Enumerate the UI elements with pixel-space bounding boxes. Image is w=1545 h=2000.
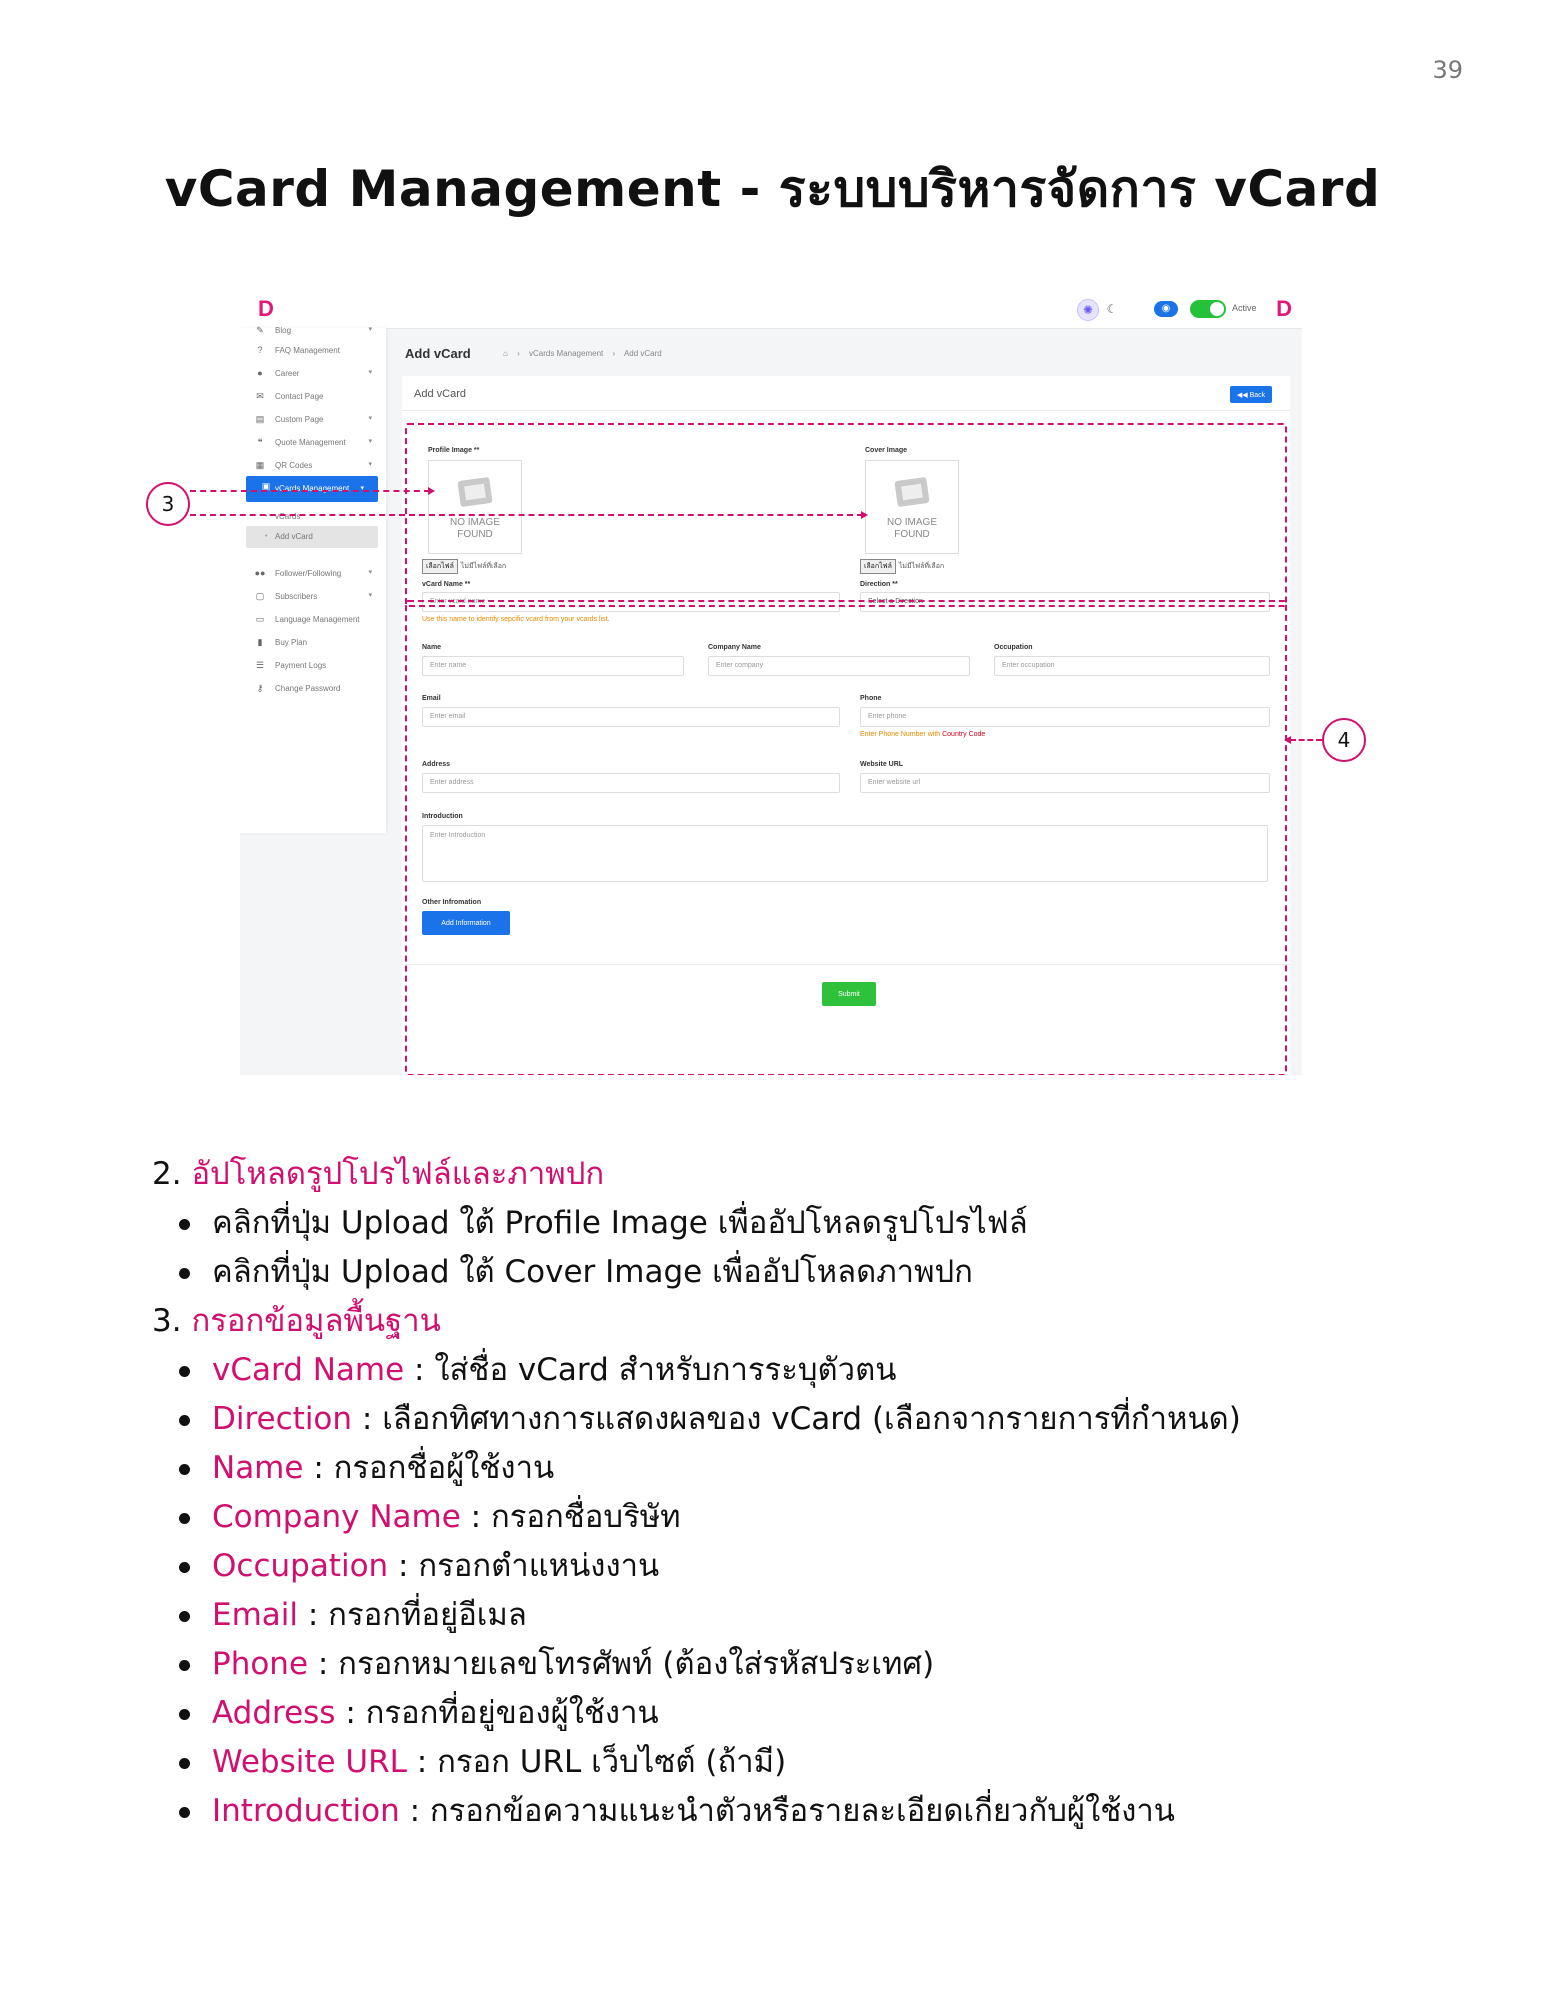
vcard-name-input[interactable]: Enter vcard name xyxy=(422,592,840,612)
blog-icon: ✎ xyxy=(256,325,264,335)
field-term: Occupation xyxy=(212,1548,389,1584)
sidebar-item-career[interactable] xyxy=(240,363,386,385)
breadcrumb-item: Add vCard xyxy=(623,349,662,358)
breadcrumb-separator-icon: › xyxy=(612,349,616,358)
field-term: Address xyxy=(212,1695,336,1731)
breadcrumb-separator-icon: › xyxy=(517,349,520,358)
list-item xyxy=(152,1493,1442,1542)
app-screenshot xyxy=(240,290,1302,1075)
page-title: vCard Management - ระบบบริหารจัดการ vCard xyxy=(164,160,1381,218)
callout-3: 3 xyxy=(146,482,190,526)
chevron-down-icon: ▾ xyxy=(368,592,372,599)
vcard-name-help: Use this name to identify sepcific vcard from your vcards list. xyxy=(422,616,610,623)
top-bar xyxy=(240,290,1302,329)
list-item xyxy=(152,1346,1442,1395)
list-item xyxy=(152,1689,1442,1738)
sidebar-item-add-vcard[interactable] xyxy=(246,526,378,548)
qrcode-icon: ▦ xyxy=(255,460,265,470)
company-input[interactable]: Enter company xyxy=(708,656,970,676)
list-item xyxy=(152,1640,1442,1689)
sidebar-item-label: Follower/Following xyxy=(275,569,342,578)
field-desc: : กรอกข้อความแนะนำตัวหรือรายละเอียดเกี่ยวกับผู้ใช้งาน xyxy=(399,1793,1175,1829)
back-label: Back xyxy=(1249,391,1266,399)
basic-info-section-frame xyxy=(405,600,1287,1075)
list-item: คลิกที่ปุ่ม Upload ใต้ Cover Image เพื่ออัปโหลดภาพปก xyxy=(152,1248,1442,1297)
list-item xyxy=(152,1787,1442,1836)
chevron-down-icon: ⌄ xyxy=(1257,598,1263,605)
list-item xyxy=(152,1738,1442,1787)
sidebar-item-vcards-management[interactable] xyxy=(246,476,378,502)
website-input[interactable]: Enter website url xyxy=(860,773,1270,793)
file-status: ไม่มีไฟล์ที่เลือก xyxy=(460,563,507,570)
chevron-down-icon: ▾ xyxy=(368,326,372,333)
breadcrumb-item[interactable]: vCards Management xyxy=(528,349,604,358)
back-arrow-icon: ◀◀ xyxy=(1236,391,1250,399)
chevron-down-icon: ▾ xyxy=(368,415,372,422)
list-item xyxy=(152,1444,1442,1493)
subscribers-icon: ▢ xyxy=(255,591,265,601)
sidebar-item-label: vCards xyxy=(275,512,301,521)
sidebar-item-buy-plan[interactable] xyxy=(240,632,386,654)
add-information-button[interactable]: Add Information xyxy=(422,911,510,935)
sidebar-item-blog[interactable] xyxy=(240,320,386,342)
sidebar-item-label: Custom Page xyxy=(275,415,324,424)
no-image-line: FOUND xyxy=(457,529,493,540)
no-image-line: FOUND xyxy=(894,529,930,540)
section-title: อัปโหลดรูปโปรไฟล์และภาพปก xyxy=(191,1156,605,1192)
sidebar xyxy=(240,325,386,833)
phone-label: Phone xyxy=(860,695,882,702)
avatar[interactable]: D xyxy=(1276,296,1292,321)
address-input[interactable]: Enter address xyxy=(422,773,840,793)
occupation-input[interactable]: Enter occupation xyxy=(994,656,1270,676)
chevron-down-icon: ▾ xyxy=(368,369,372,376)
quote-icon: ❝ xyxy=(257,437,263,447)
field-term: Phone xyxy=(212,1646,309,1682)
sidebar-item-label: Quote Management xyxy=(275,438,346,447)
sidebar-item-label: Add vCard xyxy=(275,532,313,541)
file-icon: ▤ xyxy=(255,414,265,424)
sidebar-item-label: vCards Management xyxy=(275,484,350,493)
preview-eye-icon[interactable]: ◉ xyxy=(1154,301,1178,317)
sidebar-item-quote[interactable] xyxy=(240,432,386,454)
sidebar-item-change-password[interactable] xyxy=(240,678,386,700)
home-icon[interactable]: ⌂ xyxy=(503,349,508,358)
field-desc: : กรอกหมายเลขโทรศัพท์ (ต้องใส่รหัสประเทศ) xyxy=(308,1646,935,1682)
language-icon: ▭ xyxy=(255,614,265,624)
instructions xyxy=(152,1150,1442,1836)
sidebar-item-faq[interactable] xyxy=(240,340,386,362)
field-term: Company Name xyxy=(212,1499,461,1535)
card-header xyxy=(402,376,1290,411)
occupation-label: Occupation xyxy=(994,644,1033,651)
email-input[interactable]: Enter email xyxy=(422,707,840,727)
arrow-head-icon xyxy=(428,487,435,495)
phone-input[interactable]: Enter phone xyxy=(860,707,1270,727)
sidebar-item-label: Change Password xyxy=(275,684,341,693)
sidebar-item-contact[interactable] xyxy=(240,386,386,408)
name-label: Name xyxy=(422,644,442,651)
bullet-icon: • xyxy=(265,533,268,540)
field-desc: : กรอกชื่อผู้ใช้งาน xyxy=(303,1450,555,1486)
callout-3-arrow-cover xyxy=(190,514,863,516)
sidebar-item-subscribers[interactable] xyxy=(240,586,386,608)
list-item: คลิกที่ปุ่ม Upload ใต้ Profile Image เพื่ออัปโหลดรูปโปรไฟล์ xyxy=(152,1199,1442,1248)
field-term: Introduction xyxy=(212,1793,400,1829)
intro-textarea[interactable]: Enter Introduction xyxy=(422,825,1268,882)
field-desc: : กรอกที่อยู่อีเมล xyxy=(298,1597,527,1633)
profile-image-label: Profile Image ** xyxy=(428,447,480,454)
list-item xyxy=(152,1395,1442,1444)
no-image-line: NO IMAGE xyxy=(449,517,500,528)
section-2-heading xyxy=(152,1150,1442,1199)
section-number: 2. xyxy=(152,1156,182,1192)
bullet-icon: • xyxy=(265,513,268,520)
callout-3-arrow-profile xyxy=(190,490,430,492)
website-label: Website URL xyxy=(860,761,904,768)
theme-dark-icon[interactable]: ☾ xyxy=(1106,302,1118,316)
active-toggle[interactable] xyxy=(1190,300,1226,318)
sidebar-item-label: Language Management xyxy=(275,615,360,624)
theme-light-icon[interactable]: ✺ xyxy=(1077,299,1099,321)
field-term: Name xyxy=(212,1450,304,1486)
field-term: Website URL xyxy=(212,1744,407,1780)
sidebar-item-language[interactable] xyxy=(240,609,386,631)
field-term: vCard Name xyxy=(212,1352,405,1388)
sidebar-item-custom-page[interactable] xyxy=(240,409,386,431)
direction-label: Direction ** xyxy=(860,581,898,588)
arrow-head-icon xyxy=(861,511,868,519)
id-card-icon: ▣ xyxy=(261,481,271,491)
sidebar-item-label: Blog xyxy=(275,326,292,335)
section-title: กรอกข้อมูลพื้นฐาน xyxy=(191,1303,441,1339)
question-icon: ? xyxy=(257,345,263,355)
submit-button[interactable]: Submit xyxy=(822,982,876,1006)
name-input[interactable]: Enter name xyxy=(422,656,684,676)
field-desc: : กรอกที่อยู่ของผู้ใช้งาน xyxy=(335,1695,659,1731)
key-icon: ⚷ xyxy=(256,683,264,693)
sidebar-item-label: Payment Logs xyxy=(275,661,327,670)
phone-help-country-code: Country Code xyxy=(942,731,986,738)
sidebar-item-label: FAQ Management xyxy=(275,346,340,355)
field-term: Direction xyxy=(212,1401,353,1437)
breadcrumb xyxy=(503,349,669,358)
list-item xyxy=(152,1591,1442,1640)
chevron-down-icon: ▾ xyxy=(360,485,364,492)
sidebar-item-vcards[interactable] xyxy=(240,506,386,528)
field-desc: : ใส่ชื่อ vCard สำหรับการระบุตัวตน xyxy=(404,1352,897,1388)
no-image-line: NO IMAGE xyxy=(886,517,937,528)
receipt-icon: ▮ xyxy=(257,637,263,647)
chevron-down-icon: ▾ xyxy=(368,438,372,445)
callout-4: 4 xyxy=(1322,718,1366,762)
list-item xyxy=(152,1542,1442,1591)
phone-help-text: Enter Phone Number with xyxy=(860,731,941,738)
active-label: Active xyxy=(1232,303,1257,313)
direction-value: Select a Direction xyxy=(868,598,923,605)
email-label: Email xyxy=(422,695,441,702)
choose-file-button[interactable]: เลือกไฟล์ xyxy=(860,559,896,574)
sidebar-item-label: QR Codes xyxy=(275,461,313,470)
field-desc: : เลือกทิศทางการแสดงผลของ vCard (เลือกจากรายการที่กำหนด) xyxy=(352,1401,1241,1437)
field-desc: : กรอกตำแหน่งงาน xyxy=(388,1548,660,1584)
field-desc: : กรอกชื่อบริษัท xyxy=(460,1499,681,1535)
sidebar-item-label: Buy Plan xyxy=(275,638,308,647)
section-number: 3. xyxy=(152,1303,182,1339)
logo-icon: D xyxy=(258,296,274,321)
arrow-head-icon xyxy=(1284,736,1291,744)
envelope-icon: ✉ xyxy=(256,391,264,401)
section-3-heading xyxy=(152,1297,1442,1346)
sidebar-item-payment-logs[interactable] xyxy=(240,655,386,677)
back-button[interactable] xyxy=(1230,386,1272,403)
user-icon: ● xyxy=(257,368,263,378)
company-label: Company Name xyxy=(708,644,761,651)
card-title: Add vCard xyxy=(414,388,466,400)
vcard-name-label: vCard Name ** xyxy=(422,581,471,588)
content-title: Add vCard xyxy=(405,346,471,361)
chevron-down-icon: ▾ xyxy=(368,461,372,468)
callout-4-arrow xyxy=(1290,739,1322,741)
sidebar-item-qr[interactable] xyxy=(240,455,386,477)
address-label: Address xyxy=(422,761,451,768)
file-status: ไม่มีไฟล์ที่เลือก xyxy=(898,563,945,570)
sidebar-item-label: Subscribers xyxy=(275,592,318,601)
field-term: Email xyxy=(212,1597,299,1633)
choose-file-button[interactable]: เลือกไฟล์ xyxy=(422,559,458,574)
sidebar-item-label: Contact Page xyxy=(275,392,324,401)
cover-image-label: Cover Image xyxy=(865,447,908,454)
sidebar-item-label: Career xyxy=(275,369,300,378)
list-icon: ☰ xyxy=(255,660,265,670)
other-info-label: Other Infromation xyxy=(422,899,482,906)
page-number: 39 xyxy=(1432,56,1463,84)
sidebar-item-follower[interactable] xyxy=(240,563,386,585)
chevron-down-icon: ▾ xyxy=(368,569,372,576)
field-desc: : กรอก URL เว็บไซต์ (ถ้ามี) xyxy=(406,1744,787,1780)
intro-label: Introduction xyxy=(422,813,463,820)
users-icon: ●● xyxy=(254,568,266,578)
